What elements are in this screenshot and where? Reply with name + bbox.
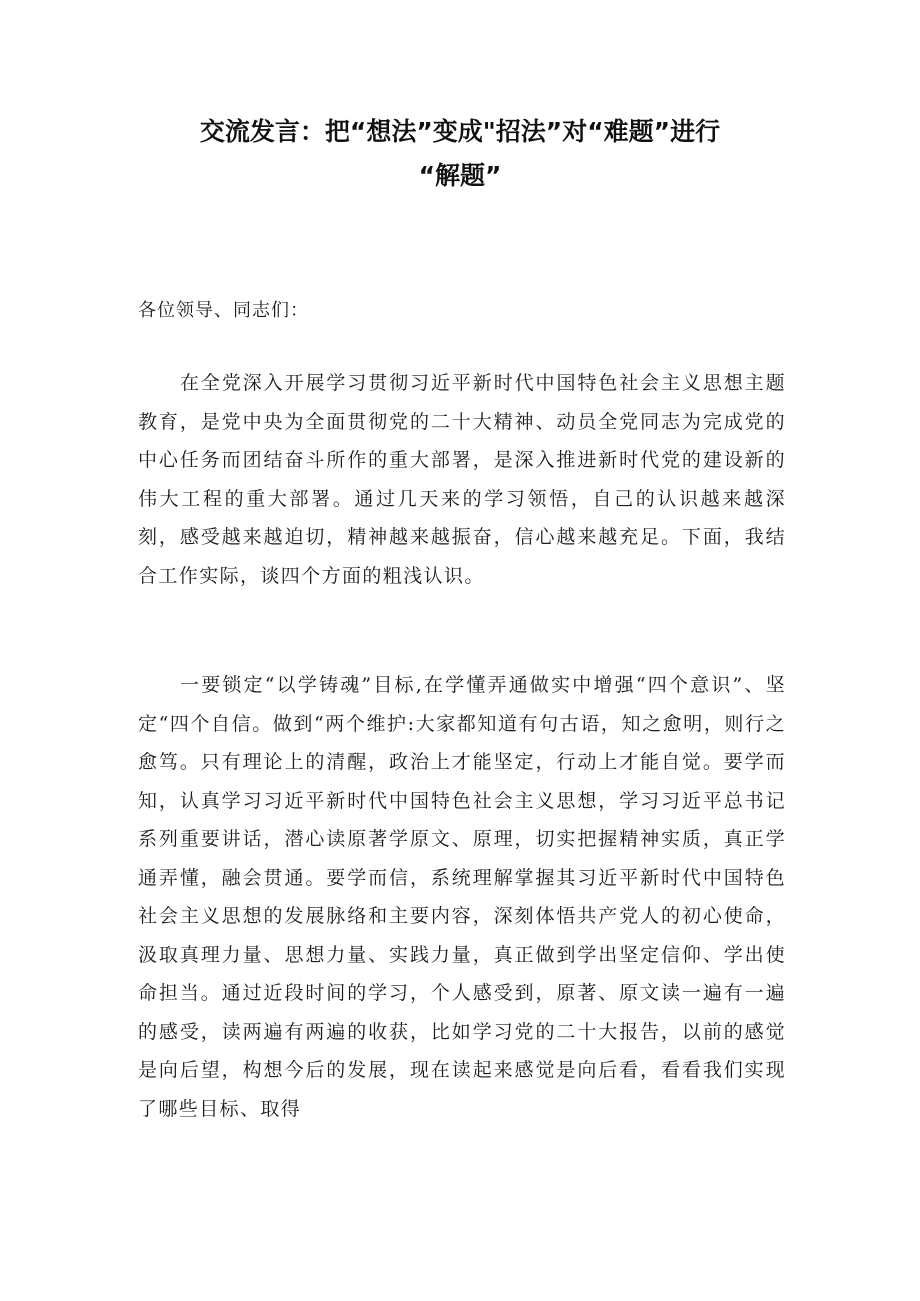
title-line-2: “解题” [418, 161, 502, 190]
document-title [120, 110, 800, 198]
body-paragraph-1: 在全党深入开展学习贯彻习近平新时代中国特色社会主义思想主题教育，是党中央为全面贯彻党的二十大精神、动员全党同志为完成党的中心任务而团结奋斗所作的重大部署，是深入推进新时代党的建设新的伟大工程的重大部署。通过几天来的学习领悟，自己的认识越来越深刻，感受越来越迫切，精神越来越振奋，信心越来越充足。下面，我结合工作实际，谈四个方面的粗浅认识。 [138, 372, 786, 587]
title-line-1: 交流发言：把“想法”变成"招法”对“难题”进行 [199, 117, 721, 146]
salutation: 各位领导、同志们： [138, 300, 309, 321]
body-paragraph-2: 一要锁定“以学铸魂”目标,在学懂弄通做实中增强“四个意识”、坚定“四个自信。做到“两个维护:大家都知道有句古语，知之愈明，则行之愈笃。只有理论上的清醒，政治上才能坚定，行动上才能自觉。要学而知，认真学习习近平新时代中国特色社会主义思想，学习习近平总书记系列重要讲话，潜心读原著学原文、原理，切实把握精神实质，真正学通弄懂，融会贯通。要学而信，系统理解掌握其习近平新时代中国特色社会主义思想的发展脉络和主要内容，深刻体悟共产党人的初心使命，汲取真理力量、思想力量、实践力量，真正做到学出坚定信仰、学出使命担当。通过近段时间的学习，个人感受到，原著、原文读一遍有一遍的感受，读两遍有两遍的收获，比如学习党的二十大报告，以前的感觉是向后望，构想今后的发展，现在读起来感觉是向后看，看看我们实现了哪些目标、取得 [138, 674, 786, 1120]
